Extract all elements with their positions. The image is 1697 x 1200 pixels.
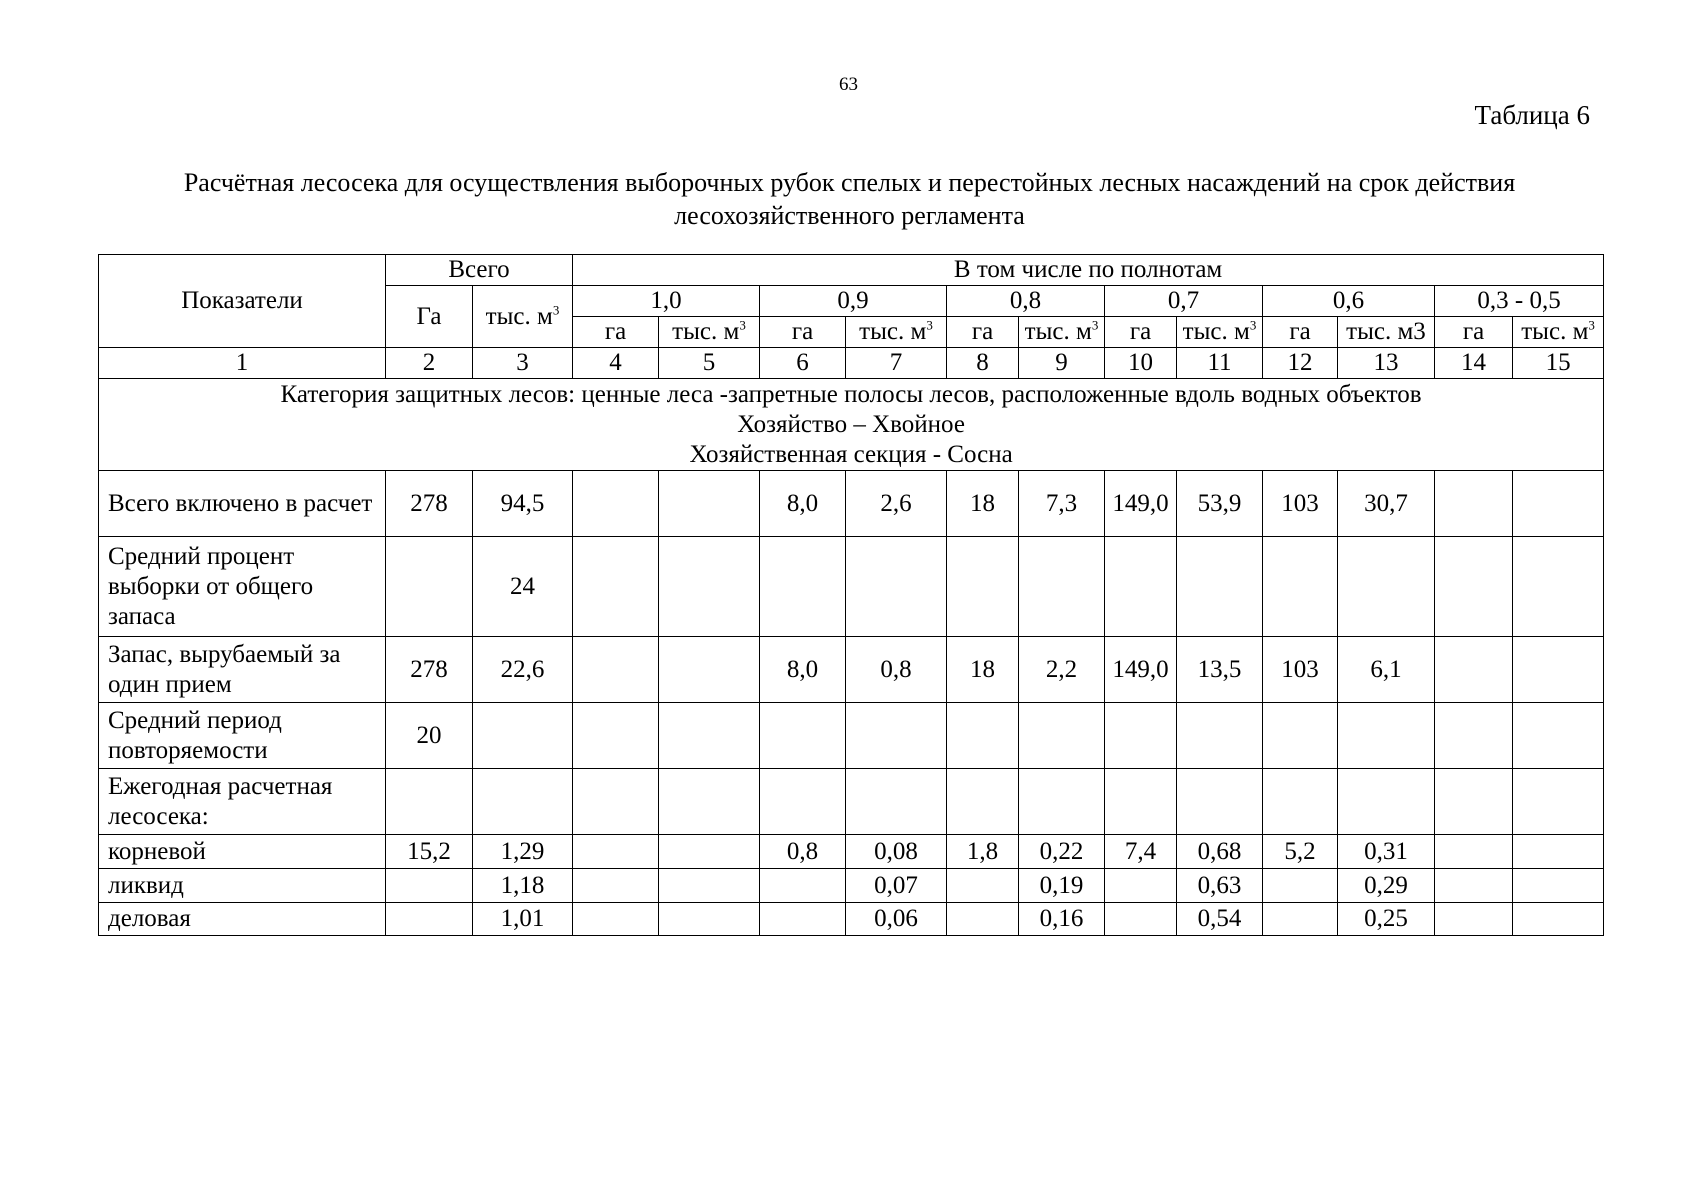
table-cell — [573, 869, 659, 903]
table-cell — [1263, 537, 1338, 637]
table-row — [99, 769, 1604, 835]
table-cell — [1513, 869, 1604, 903]
table-cell: 0,8 — [760, 835, 846, 869]
table-cell — [1177, 769, 1263, 835]
table-cell: 8,0 — [760, 637, 846, 703]
table-cell: 0,19 — [1019, 869, 1105, 903]
table-cell — [760, 903, 846, 936]
table-cell — [1435, 769, 1513, 835]
table-cell: 149,0 — [1105, 471, 1177, 537]
table-cell: 15,2 — [386, 835, 473, 869]
column-number: 8 — [947, 348, 1019, 379]
subheader-ga: га — [760, 317, 846, 348]
table-cell — [659, 869, 760, 903]
table-cell: 0,16 — [1019, 903, 1105, 936]
table-cell — [1435, 869, 1513, 903]
table-cell: 8,0 — [760, 471, 846, 537]
table-cell — [760, 537, 846, 637]
column-number: 9 — [1019, 348, 1105, 379]
table-cell — [386, 869, 473, 903]
table-cell — [846, 703, 947, 769]
table-cell — [1513, 637, 1604, 703]
subheader-ga: га — [1105, 317, 1177, 348]
table-cell — [386, 537, 473, 637]
row-label: Запас, вырубаемый за один прием — [99, 637, 386, 703]
table-cell — [1177, 537, 1263, 637]
row-label: Средний период повторяемости — [99, 703, 386, 769]
table-cell — [1019, 769, 1105, 835]
subheader-ga: га — [1263, 317, 1338, 348]
row-label: Всего включено в расчет — [99, 471, 386, 537]
column-number: 4 — [573, 348, 659, 379]
table-cell: 0,06 — [846, 903, 947, 936]
table-cell — [473, 703, 573, 769]
table-cell — [659, 835, 760, 869]
table-cell — [1513, 769, 1604, 835]
table-cell — [1435, 537, 1513, 637]
row-label: деловая — [99, 903, 386, 936]
row-label: Средний процент выборки от общего запаса — [99, 537, 386, 637]
row-label: ликвид — [99, 869, 386, 903]
column-number: 1 — [99, 348, 386, 379]
table-cell — [1338, 769, 1435, 835]
column-number: 12 — [1263, 348, 1338, 379]
section-subsection: Хозяйственная секция - Сосна — [689, 440, 1013, 468]
table-cell: 5,2 — [1263, 835, 1338, 869]
table-cell — [947, 869, 1019, 903]
subheader-volume: тыс. $м^3$ — [1513, 317, 1604, 348]
table-cell — [846, 769, 947, 835]
column-number: 3 — [473, 348, 573, 379]
table-cell — [1263, 703, 1338, 769]
table-cell: 0,08 — [846, 835, 947, 869]
section-economy: Хозяйство – Хвойное — [737, 410, 965, 438]
table-cell — [846, 537, 947, 637]
table-cell — [659, 703, 760, 769]
subheader-volume: тыс. м3 — [1338, 317, 1435, 348]
section-header-row — [99, 379, 1604, 471]
header-total-volume: тыс. $м^3$ — [473, 286, 573, 348]
table-row — [99, 537, 1604, 637]
header-density-0-9: 0,9 — [760, 286, 947, 317]
page-number: 63 — [839, 74, 858, 95]
column-number: 6 — [760, 348, 846, 379]
table-cell — [659, 537, 760, 637]
table-cell: 30,7 — [1338, 471, 1435, 537]
table-cell: 149,0 — [1105, 637, 1177, 703]
table-cell — [573, 471, 659, 537]
header-density-0-7: 0,7 — [1105, 286, 1263, 317]
table-row — [99, 903, 1604, 936]
row-label: корневой — [99, 835, 386, 869]
header-density-1-0: 1,0 — [573, 286, 760, 317]
column-number: 7 — [846, 348, 947, 379]
subheader-volume: тыс. $м^3$ — [659, 317, 760, 348]
table-cell: 6,1 — [1338, 637, 1435, 703]
table-cell: 0,8 — [846, 637, 947, 703]
cutting-area-table — [98, 254, 1604, 936]
table-cell — [1019, 703, 1105, 769]
table-cell — [1513, 703, 1604, 769]
column-number: 5 — [659, 348, 760, 379]
subheader-ga: га — [947, 317, 1019, 348]
table-cell: 22,6 — [473, 637, 573, 703]
subheader-volume: тыс. $м^3$ — [1177, 317, 1263, 348]
table-cell — [659, 903, 760, 936]
table-cell — [386, 769, 473, 835]
table-cell — [947, 903, 1019, 936]
header-density-0-6: 0,6 — [1263, 286, 1435, 317]
table-cell: 13,5 — [1177, 637, 1263, 703]
table-label: Таблица 6 — [1474, 100, 1590, 130]
table-cell — [1338, 703, 1435, 769]
table-cell: 278 — [386, 637, 473, 703]
table-cell: 103 — [1263, 637, 1338, 703]
table-cell: 20 — [386, 703, 473, 769]
table-cell: 0,07 — [846, 869, 947, 903]
subheader-ga: га — [1435, 317, 1513, 348]
table-cell — [760, 769, 846, 835]
table-cell — [1105, 903, 1177, 936]
column-number: 10 — [1105, 348, 1177, 379]
column-number: 14 — [1435, 348, 1513, 379]
table-cell: 0,22 — [1019, 835, 1105, 869]
table-cell — [1105, 703, 1177, 769]
table-cell — [1435, 903, 1513, 936]
table-cell — [947, 537, 1019, 637]
table-cell: 2,2 — [1019, 637, 1105, 703]
header-by-density: В том числе по полнотам — [573, 255, 1604, 286]
subheader-volume: тыс. $м^3$ — [1019, 317, 1105, 348]
table-cell: 0,63 — [1177, 869, 1263, 903]
table-cell — [947, 769, 1019, 835]
table-cell — [1105, 869, 1177, 903]
table-cell — [1263, 903, 1338, 936]
table-cell — [1435, 637, 1513, 703]
table-cell — [386, 903, 473, 936]
table-cell — [1263, 769, 1338, 835]
section-header — [99, 379, 1604, 471]
table-cell: 0,29 — [1338, 869, 1435, 903]
header-density-0-8: 0,8 — [947, 286, 1105, 317]
table-cell — [1513, 471, 1604, 537]
header-total-ga: Га — [386, 286, 473, 348]
table-cell — [573, 537, 659, 637]
table-cell — [573, 637, 659, 703]
table-cell — [1019, 537, 1105, 637]
table-cell — [473, 769, 573, 835]
table-cell — [1435, 835, 1513, 869]
table-cell: 1,01 — [473, 903, 573, 936]
table-cell — [573, 835, 659, 869]
table-row — [99, 471, 1604, 537]
table-cell: 7,4 — [1105, 835, 1177, 869]
table-cell — [659, 769, 760, 835]
table-cell: 18 — [947, 471, 1019, 537]
table-cell: 7,3 — [1019, 471, 1105, 537]
table-row — [99, 869, 1604, 903]
table-cell — [1513, 537, 1604, 637]
table-cell: 18 — [947, 637, 1019, 703]
table-cell — [1105, 537, 1177, 637]
table-cell: 53,9 — [1177, 471, 1263, 537]
table-cell — [1435, 471, 1513, 537]
table-cell — [1338, 537, 1435, 637]
table-cell — [947, 703, 1019, 769]
subheader-volume: тыс. $м^3$ — [846, 317, 947, 348]
table-cell: 2,6 — [846, 471, 947, 537]
table-cell: 1,18 — [473, 869, 573, 903]
table-cell: 0,25 — [1338, 903, 1435, 936]
table-cell: 0,54 — [1177, 903, 1263, 936]
table-cell: 94,5 — [473, 471, 573, 537]
column-numbers-row — [99, 348, 1604, 379]
column-number: 11 — [1177, 348, 1263, 379]
table-title: Расчётная лесосека для осуществления выборочных рубок спелых и перестойных лесных насаждений на срок действия лесохозяйственного регламента — [183, 168, 1516, 230]
table-cell: 0,68 — [1177, 835, 1263, 869]
row-label: Ежегодная расчетная лесосека: — [99, 769, 386, 835]
header-total: Всего — [386, 255, 573, 286]
table-cell: 24 — [473, 537, 573, 637]
column-number: 13 — [1338, 348, 1435, 379]
table-cell — [573, 903, 659, 936]
table-cell: 1,29 — [473, 835, 573, 869]
table-cell: 278 — [386, 471, 473, 537]
table-cell — [573, 703, 659, 769]
table-row — [99, 637, 1604, 703]
column-number: 2 — [386, 348, 473, 379]
table-cell: 0,31 — [1338, 835, 1435, 869]
table-cell — [1513, 835, 1604, 869]
table-cell — [760, 869, 846, 903]
column-number: 15 — [1513, 348, 1604, 379]
table-cell — [760, 703, 846, 769]
table-cell — [1435, 703, 1513, 769]
table-cell — [573, 769, 659, 835]
table-cell: 1,8 — [947, 835, 1019, 869]
table-cell — [1513, 903, 1604, 936]
table-cell — [659, 471, 760, 537]
table-cell: 103 — [1263, 471, 1338, 537]
header-indicators: Показатели — [99, 255, 386, 348]
table-row — [99, 835, 1604, 869]
table-row — [99, 703, 1604, 769]
table-cell — [659, 637, 760, 703]
header-density-0-3-0-5: 0,3 - 0,5 — [1435, 286, 1604, 317]
table-cell — [1105, 769, 1177, 835]
table-cell — [1177, 703, 1263, 769]
table-cell — [1263, 869, 1338, 903]
section-category: Категория защитных лесов: ценные леса -запретные полосы лесов, расположенные вдоль водных объектов — [280, 380, 1422, 408]
header-row-1 — [99, 255, 1604, 286]
subheader-ga: га — [573, 317, 659, 348]
